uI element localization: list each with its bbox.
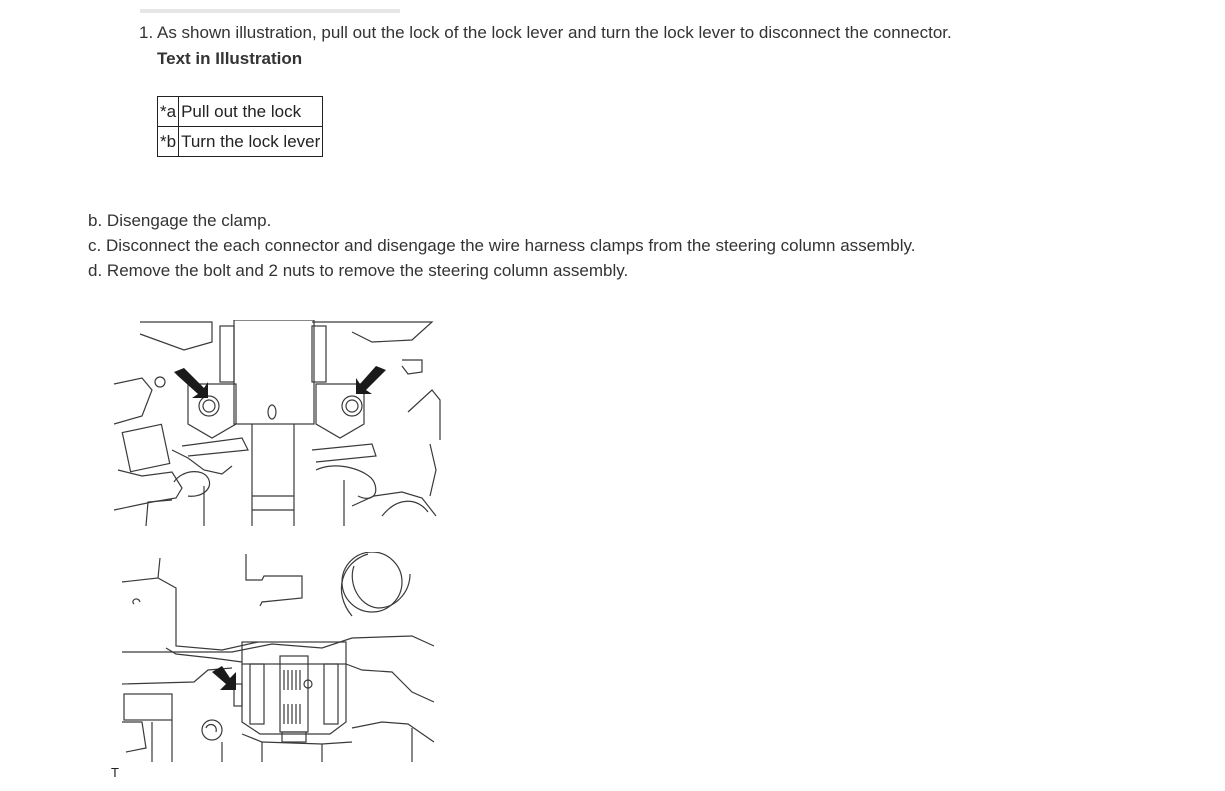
step-d-text: Remove the bolt and 2 nuts to remove the steering column assembly.: [106, 261, 629, 280]
step-c-text: Disconnect the each connector and disengage the wire harness clamps from the steering column assembly.: [105, 236, 916, 255]
illustration-legend-table: [157, 96, 323, 157]
legend-key-a: *a: [158, 97, 179, 127]
step-d-letter: d.: [88, 261, 103, 280]
hint-heading-clipped: [107, 786, 149, 791]
clipped-previous-content: [140, 0, 420, 6]
step-b-letter: b.: [88, 211, 103, 230]
illustration-heading: Text in Illustration: [157, 49, 303, 68]
step-c: [88, 235, 915, 257]
steering-column-mount-illustration: [112, 320, 442, 533]
steering-column-joint-illustration: [112, 552, 442, 769]
table-row: [158, 97, 323, 127]
legend-text-b: Turn the lock lever: [179, 127, 323, 157]
step-1-text: As shown illustration, pull out the lock of the lock lever and turn the lock lever to disconnect the connector.: [157, 23, 952, 42]
legend-text-a: Pull out the lock: [179, 97, 323, 127]
step-1-number: 1.: [139, 23, 154, 42]
step-b: [88, 210, 271, 232]
step-d: [88, 260, 628, 282]
step-b-text: Disengage the clamp.: [106, 211, 272, 230]
table-row: [158, 127, 323, 157]
step-1-instruction: [139, 22, 952, 44]
step-c-letter: c.: [88, 236, 102, 255]
legend-key-b: *b: [158, 127, 179, 157]
footer-glyph: T: [111, 765, 119, 780]
